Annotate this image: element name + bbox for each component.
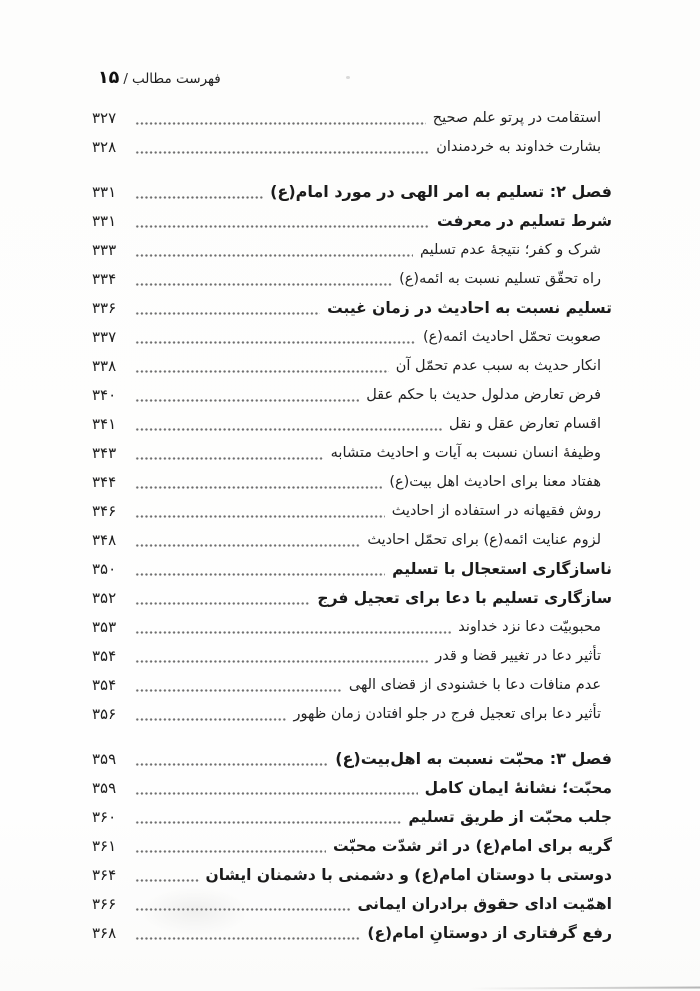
toc-entry-page: ۳۵۴	[92, 675, 117, 694]
toc-entry	[92, 409, 612, 438]
dot-leader	[135, 254, 413, 257]
toc-entry-page: ۳۵۶	[92, 704, 117, 723]
dot-leader	[135, 792, 418, 795]
toc-entry-title: هفتاد معنا برای احادیث اهل بیت(ع)	[389, 473, 601, 490]
running-head-title: فهرست مطالب	[131, 71, 221, 87]
dot-leader	[135, 544, 360, 547]
toc-entry-page: ۳۵۴	[92, 646, 117, 665]
toc-entry-page: ۳۴۴	[92, 472, 117, 491]
toc-entry-page: ۳۳۱	[92, 182, 117, 201]
toc-entry	[92, 380, 612, 409]
toc-entry	[92, 699, 612, 728]
toc-entry-title: تأثیر دعا در تغییر قضا و قدر	[435, 647, 601, 664]
toc-entry	[92, 264, 612, 293]
toc-entry-page: ۳۵۲	[92, 588, 117, 607]
toc-entry-page: ۳۶۱	[92, 836, 117, 855]
toc-entry-title: شرط تسلیم در معرفت	[437, 211, 612, 230]
toc-entry	[92, 177, 612, 206]
toc-entry	[92, 467, 612, 496]
scan-edge-line	[470, 986, 700, 989]
toc-entry-title: اهمّیت ادای حقوق برادران ایمانی	[357, 894, 612, 913]
toc-entry-page: ۳۵۹	[92, 778, 117, 797]
toc-entry	[92, 554, 612, 583]
dot-leader	[135, 879, 199, 882]
toc-entry-title: گریه برای امام(ع) در اثر شدّت محبّت	[332, 836, 612, 855]
dot-leader	[135, 122, 426, 125]
toc-entry-page: ۳۳۶	[92, 298, 117, 317]
dot-leader	[135, 763, 328, 766]
toc-entry-title: سازگاری تسلیم با دعا برای تعجیل فرج	[317, 588, 612, 607]
running-head-separator: /	[123, 71, 128, 87]
toc-entry	[92, 351, 612, 380]
toc-entry-page: ۳۴۸	[92, 530, 117, 549]
toc-entry-title: بشارت خداوند به خردمندان	[436, 138, 601, 155]
toc-entry-title: محبّت؛ نشانهٔ ایمان کامل	[424, 778, 612, 797]
toc-entry	[92, 744, 612, 773]
toc-entry-page: ۳۶۰	[92, 807, 117, 826]
toc-entry-page: ۳۴۰	[92, 385, 117, 404]
dot-leader	[135, 937, 360, 940]
dot-leader	[135, 718, 287, 721]
dot-leader	[135, 341, 416, 344]
toc-entry-page: ۳۳۴	[92, 269, 117, 288]
toc-entry	[92, 831, 612, 860]
dot-leader	[135, 225, 430, 228]
toc-entry-page: ۳۲۸	[92, 137, 117, 156]
toc-entry-title: فصل ۳: محبّت نسبت به اهل‌بیت(ع)	[335, 749, 612, 768]
toc-entry-page: ۳۳۳	[92, 240, 117, 259]
toc-entry	[92, 103, 612, 132]
dot-leader	[135, 515, 385, 518]
dot-leader	[135, 821, 401, 824]
toc-entry-title: اقسام تعارض عقل و نقل	[448, 415, 601, 432]
dot-leader	[135, 573, 385, 576]
scan-smudge	[140, 886, 250, 936]
toc-entry-page: ۳۵۰	[92, 559, 117, 578]
toc-entry-title: لزوم عنایت ائمه(ع) برای تحمّل احادیث	[367, 531, 601, 548]
toc-entry-page: ۳۶۴	[92, 865, 117, 884]
toc-entry-title: دوستی با دوستان امام(ع) و دشمنی با دشمنان ایشان	[205, 865, 612, 884]
toc-entry	[92, 206, 612, 235]
toc-entry	[92, 525, 612, 554]
toc-entry	[92, 670, 612, 699]
toc-entry-page: ۳۳۸	[92, 356, 117, 375]
dot-leader	[135, 196, 263, 199]
toc-entry	[92, 235, 612, 264]
toc-entry-page: ۳۵۹	[92, 749, 117, 768]
toc-entry-page: ۳۴۱	[92, 414, 117, 433]
toc-entry	[92, 802, 612, 831]
toc-entry	[92, 641, 612, 670]
dot-leader	[135, 428, 442, 431]
dot-leader	[135, 312, 320, 315]
toc-entry-title: رفع گرفتاری از دوستانِ امام(ع)	[367, 923, 612, 942]
toc-list	[92, 103, 612, 947]
toc-entry-title: راه تحقّق تسلیم نسبت به ائمه(ع)	[399, 270, 601, 287]
toc-entry-title: ناسازگاری استعجال با تسلیم	[392, 559, 612, 578]
toc-entry-title: وظیفهٔ انسان نسبت به آیات و احادیث متشابه	[330, 444, 601, 461]
toc-entry	[92, 773, 612, 802]
toc-entry-page: ۳۳۷	[92, 327, 117, 346]
scan-speck	[346, 76, 350, 79]
toc-entry-title: فصل ۲: تسلیم به امر الهی در مورد امام(ع)	[270, 182, 612, 201]
dot-leader	[135, 151, 429, 154]
toc-entry-title: عدم منافات دعا با خشنودی از قضای الهی	[348, 676, 601, 693]
toc-entry-page: ۳۴۶	[92, 501, 117, 520]
toc-entry-page: ۳۳۱	[92, 211, 117, 230]
toc-entry-title: شرک و کفر؛ نتیجهٔ عدم تسلیم	[420, 241, 601, 258]
toc-entry-title: صعوبت تحمّل احادیث ائمه(ع)	[423, 328, 601, 345]
toc-entry	[92, 612, 612, 641]
running-head-page-number: ۱۵	[98, 68, 120, 88]
toc-entry	[92, 438, 612, 467]
dot-leader	[135, 850, 326, 853]
toc-entry	[92, 860, 612, 889]
dot-leader	[135, 399, 359, 402]
toc-entry-page: ۳۶۸	[92, 923, 117, 942]
toc-entry	[92, 583, 612, 612]
toc-entry	[92, 293, 612, 322]
toc-entry-page: ۳۲۷	[92, 108, 117, 127]
dot-leader	[135, 602, 310, 605]
toc-entry-title: استقامت در پرتو علم صحیح	[432, 109, 601, 126]
dot-leader	[135, 660, 428, 663]
dot-leader	[135, 283, 392, 286]
dot-leader	[135, 631, 451, 634]
toc-entry	[92, 132, 612, 161]
toc-entry	[92, 496, 612, 525]
toc-entry-page: ۳۴۳	[92, 443, 117, 462]
dot-leader	[135, 457, 324, 460]
dot-leader	[135, 370, 389, 373]
dot-leader	[135, 486, 382, 489]
toc-entry-page: ۳۶۶	[92, 894, 117, 913]
toc-entry-title: محبوبیّت دعا نزد خداوند	[458, 618, 601, 635]
toc-entry-title: جلب محبّت از طریق تسلیم	[408, 807, 612, 826]
toc-entry	[92, 322, 612, 351]
toc-entry-title: انکار حدیث به سبب عدم تحمّل آن	[395, 357, 601, 374]
toc-entry-page: ۳۵۳	[92, 617, 117, 636]
running-head	[98, 68, 221, 88]
toc-entry-title: فرض تعارض مدلول حدیث با حکم عقل	[366, 386, 601, 403]
toc-entry-title: تأثیر دعا برای تعجیل فرج در جلو افتادن زمان ظهور	[293, 705, 601, 722]
dot-leader	[135, 689, 342, 692]
toc-entry-title: روش فقیهانه در استفاده از احادیث	[391, 502, 601, 519]
toc-entry-title: تسلیم نسبت به احادیث در زمان غیبت	[327, 298, 612, 317]
